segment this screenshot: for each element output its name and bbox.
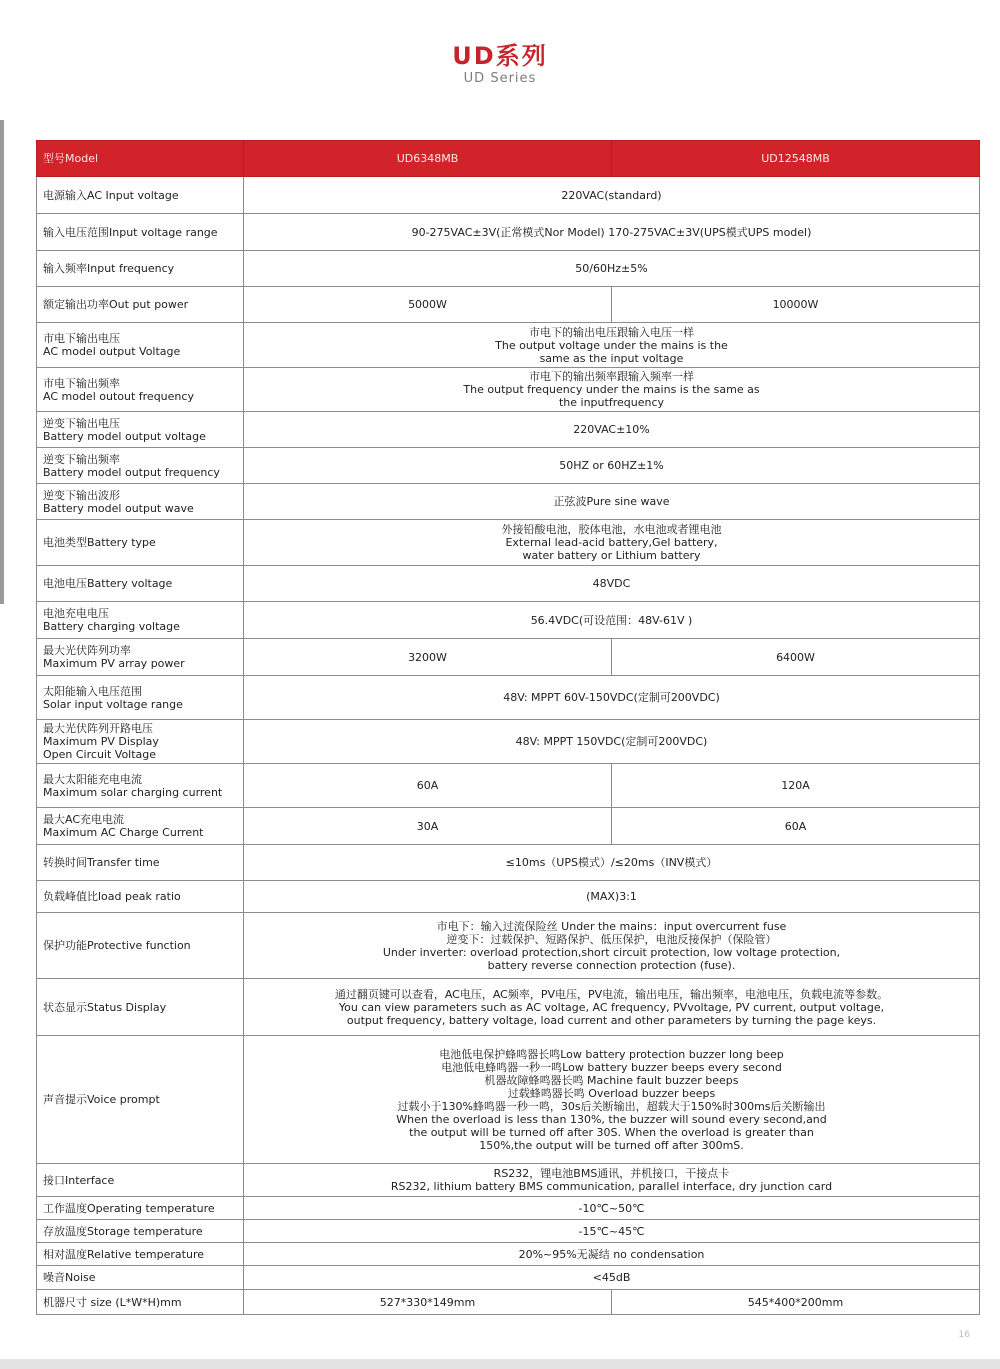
- row-label-line: 噪音Noise: [43, 1271, 96, 1284]
- row-label-line: Solar input voltage range: [43, 697, 183, 711]
- row-value-line: 正弦波Pure sine wave: [553, 495, 670, 508]
- table-row: [37, 1243, 980, 1266]
- table-row: [37, 639, 980, 676]
- row-label-line: 逆变下输出波形: [43, 488, 120, 502]
- table-row: [37, 1220, 980, 1243]
- row-label: [37, 1243, 244, 1266]
- row-value-line: 5000W: [408, 298, 447, 311]
- table-row: [37, 1164, 980, 1197]
- page-title: UD系列: [452, 42, 548, 70]
- row-value: [244, 764, 612, 808]
- table-row: [37, 845, 980, 881]
- row-label-line: 太阳能输入电压范围: [43, 684, 142, 698]
- row-value-line: External lead-acid battery,Gel battery,: [505, 536, 718, 549]
- row-label: [37, 287, 244, 323]
- row-value-line: 50/60Hz±5%: [575, 262, 648, 275]
- row-value-line: 527*330*149mm: [379, 1295, 476, 1309]
- row-label-line: 市电下输出频率: [43, 376, 120, 390]
- row-label: [37, 808, 244, 845]
- row-value: [244, 520, 980, 566]
- row-label: [37, 764, 244, 808]
- row-value-line: 市电下的输出电压跟输入电压一样: [529, 325, 694, 339]
- row-label: [37, 566, 244, 602]
- row-value-line: same as the input voltage: [539, 351, 684, 365]
- row-value-line: 10000W: [772, 298, 819, 311]
- row-value: [612, 639, 980, 676]
- row-label-line: 电池类型Battery type: [43, 536, 156, 549]
- row-label-line: Open Circuit Voltage: [43, 748, 157, 761]
- row-value: [244, 251, 980, 287]
- row-label: [37, 412, 244, 448]
- row-value-line: 3200W: [408, 650, 447, 664]
- row-value-line: 市电下的输出频率跟输入频率一样: [529, 370, 694, 383]
- row-value: [244, 913, 980, 979]
- table-row: [37, 764, 980, 808]
- row-label: [37, 881, 244, 913]
- row-value-line: water battery or Lithium battery: [522, 549, 701, 562]
- row-value-line: the inputfrequency: [558, 396, 664, 409]
- row-label-line: Battery model output voltage: [43, 429, 206, 443]
- table-row: [37, 484, 980, 520]
- row-value-line: 50HZ or 60HZ±1%: [559, 459, 664, 472]
- row-label-line: Maximum PV array power: [43, 657, 185, 670]
- row-label-line: AC model output Voltage: [43, 345, 181, 358]
- row-value-line: 外接铅酸电池，胶体电池，水电池或者锂电池: [501, 523, 722, 536]
- row-label-line: 接口Interface: [43, 1173, 115, 1187]
- row-label-line: 保护功能Protective function: [43, 939, 191, 952]
- bottom-strip: [0, 1359, 1000, 1369]
- row-value: [244, 676, 980, 720]
- table-header-row: [37, 141, 980, 177]
- row-value-line: 20%~95%无凝结 no condensation: [518, 1247, 705, 1261]
- row-label: [37, 177, 244, 214]
- row-value-line: <45dB: [592, 1271, 631, 1284]
- column-header-ud6348mb: UD6348MB: [244, 141, 612, 177]
- row-value-line: 30A: [416, 819, 439, 833]
- row-label-line: 电源输入AC Input voltage: [43, 188, 179, 202]
- page-subtitle: UD Series: [463, 71, 537, 86]
- row-label: [37, 484, 244, 520]
- left-edge-bar: [0, 120, 4, 604]
- table-row: [37, 566, 980, 602]
- row-label-line: 逆变下输出电压: [43, 416, 120, 430]
- row-label: [37, 214, 244, 251]
- row-label-line: 相对温度Relative temperature: [43, 1247, 204, 1261]
- row-value-line: 电池低电蜂鸣器一秒一鸣Low battery buzzer beeps every second: [441, 1060, 782, 1074]
- table-row: [37, 323, 980, 368]
- row-label: [37, 520, 244, 566]
- row-label-line: 负载峰值比load peak ratio: [43, 890, 181, 903]
- row-label-line: Battery model output frequency: [43, 465, 220, 479]
- row-value-line: 48V: MPPT 60V-150VDC(定制可200VDC): [503, 691, 720, 704]
- column-header-ud12548mb: UD12548MB: [612, 141, 980, 177]
- table-row: [37, 913, 980, 979]
- row-label-line: 最大光伏阵列功率: [43, 644, 131, 657]
- row-value: [244, 1220, 980, 1243]
- row-label-line: 状态显示Status Display: [43, 1000, 167, 1014]
- row-value-line: -10℃~50℃: [578, 1201, 645, 1215]
- table-row: [37, 602, 980, 639]
- row-value: [244, 979, 980, 1036]
- row-value: [612, 1290, 980, 1315]
- row-value: [244, 1266, 980, 1290]
- row-value-line: -15℃~45℃: [578, 1224, 645, 1238]
- row-value-line: 通过翻页键可以查看，AC电压，AC频率，PV电压，PV电流，输出电压，输出频率，电池电压，负载电流等参数。: [334, 987, 889, 1001]
- table-row: [37, 287, 980, 323]
- row-value: [612, 287, 980, 323]
- row-value-line: 120A: [781, 779, 810, 792]
- table-row: [37, 979, 980, 1036]
- row-label: [37, 1220, 244, 1243]
- row-label-line: 逆变下输出频率: [43, 452, 120, 466]
- row-label-line: Maximum AC Charge Current: [43, 826, 204, 839]
- row-value-line: 220VAC(standard): [561, 188, 662, 202]
- row-label-line: 输入电压范围Input voltage range: [43, 225, 218, 239]
- spec-table-body: [37, 177, 980, 1315]
- row-value: [244, 881, 980, 913]
- row-label: [37, 1266, 244, 1290]
- row-label: [37, 1036, 244, 1164]
- row-value: [244, 845, 980, 881]
- row-value: [244, 1243, 980, 1266]
- row-value: [244, 1290, 612, 1315]
- row-label-line: 工作温度Operating temperature: [43, 1201, 215, 1215]
- row-label: [37, 913, 244, 979]
- table-row: [37, 177, 980, 214]
- row-value: [244, 177, 980, 214]
- row-value-line: 过载小于130%蜂鸣器一秒一鸣，30s后关断输出，超载大于150%时300ms后关断输出: [397, 1099, 826, 1113]
- column-header-model: 型号Model: [37, 141, 244, 177]
- row-value: [244, 448, 980, 484]
- row-value-line: RS232，锂电池BMS通讯，并机接口，干接点卡: [493, 1167, 730, 1180]
- row-value-line: 逆变下：过载保护、短路保护、低压保护，电池反接保护（保险管）: [446, 932, 777, 946]
- table-row: [37, 520, 980, 566]
- row-value: [612, 764, 980, 808]
- row-label-line: 额定输出功率Out put power: [43, 298, 189, 311]
- row-value-line: 60A: [784, 819, 807, 833]
- row-value: [244, 287, 612, 323]
- row-label-line: 机器尺寸 size (L*W*H)mm: [43, 1295, 182, 1309]
- row-label: [37, 979, 244, 1036]
- table-row: [37, 251, 980, 287]
- row-label: [37, 1164, 244, 1197]
- row-value: [244, 720, 980, 764]
- row-label-line: 输入频率Input frequency: [43, 262, 175, 275]
- row-value: [244, 323, 980, 368]
- row-label-line: 电池充电电压: [43, 607, 109, 620]
- row-label: [37, 251, 244, 287]
- row-label: [37, 1197, 244, 1220]
- row-value-line: (MAX)3:1: [586, 890, 637, 903]
- table-row: [37, 368, 980, 412]
- row-value-line: 56.4VDC(可设范围：48V-61V ): [530, 613, 693, 627]
- row-label: [37, 323, 244, 368]
- row-value: [244, 639, 612, 676]
- row-value-line: When the overload is less than 130%, the buzzer will sound every second,and: [396, 1112, 827, 1126]
- row-value: [244, 1036, 980, 1164]
- row-label-line: 存放温度Storage temperature: [43, 1224, 203, 1238]
- row-label-line: 最大光伏阵列开路电压: [43, 722, 153, 735]
- row-label-line: 转换时间Transfer time: [43, 856, 160, 869]
- table-row: [37, 1197, 980, 1220]
- row-value-line: the output will be turned off after 30S. When the overload is greater than: [409, 1125, 814, 1139]
- row-label-line: 电池电压Battery voltage: [43, 577, 173, 590]
- row-value-line: ≤10ms（UPS模式）/≤20ms（INV模式）: [505, 856, 718, 869]
- row-label-line: AC model outout frequency: [43, 389, 194, 403]
- row-label-line: 声音提示Voice prompt: [43, 1093, 160, 1106]
- row-value: [244, 566, 980, 602]
- row-value-line: 545*400*200mm: [747, 1295, 844, 1309]
- row-label: [37, 676, 244, 720]
- row-value-line: battery reverse connection protection (fuse).: [487, 958, 736, 972]
- row-value-line: 60A: [416, 779, 439, 792]
- table-row: [37, 808, 980, 845]
- row-value-line: Under inverter: overload protection,short circuit protection, low voltage protection,: [382, 945, 841, 959]
- table-row: [37, 720, 980, 764]
- spec-table: [36, 140, 980, 1315]
- row-label: [37, 1290, 244, 1315]
- row-value: [612, 808, 980, 845]
- row-value: [244, 1197, 980, 1220]
- row-value-line: 6400W: [776, 650, 815, 664]
- table-row: [37, 214, 980, 251]
- row-value-line: 市电下：输入过流保险丝 Under the mains：input overcurrent fuse: [436, 919, 787, 933]
- row-value: [244, 368, 980, 412]
- row-label-line: Maximum PV Display: [43, 735, 159, 748]
- row-value-line: 150%,the output will be turned off after 300mS.: [479, 1138, 744, 1152]
- row-value: [244, 602, 980, 639]
- row-label-line: 市电下输出电压: [43, 332, 120, 345]
- row-value-line: The output frequency under the mains is the same as: [463, 383, 760, 396]
- row-value-line: 220VAC±10%: [573, 423, 650, 436]
- row-value: [244, 214, 980, 251]
- row-label: [37, 368, 244, 412]
- row-label: [37, 602, 244, 639]
- row-value: [244, 484, 980, 520]
- row-value-line: You can view parameters such as AC voltage, AC frequency, PVvoltage, PV current, output voltage,: [338, 1000, 885, 1014]
- row-value-line: 机器故障蜂鸣器长鸣 Machine fault buzzer beeps: [484, 1073, 739, 1087]
- row-label: [37, 720, 244, 764]
- row-label: [37, 448, 244, 484]
- row-label-line: Maximum solar charging current: [43, 785, 223, 799]
- table-row: [37, 881, 980, 913]
- row-value-line: 48VDC: [592, 577, 631, 590]
- page-number: 16: [958, 1330, 970, 1340]
- row-label-line: Battery charging voltage: [43, 620, 180, 633]
- table-row: [37, 1290, 980, 1315]
- table-row: [37, 1036, 980, 1164]
- row-label-line: Battery model output wave: [43, 501, 194, 515]
- row-value-line: The output voltage under the mains is the: [495, 338, 728, 352]
- row-value-line: 90-275VAC±3V(正常模式Nor Model) 170-275VAC±3V(UPS模式UPS model): [411, 225, 812, 239]
- row-value-line: 电池低电保护蜂鸣器长鸣Low battery protection buzzer long beep: [439, 1047, 784, 1061]
- row-value: [244, 1164, 980, 1197]
- table-row: [37, 1266, 980, 1290]
- table-row: [37, 676, 980, 720]
- row-value: [244, 412, 980, 448]
- row-label-line: 最大AC充电电流: [43, 813, 125, 826]
- table-row: [37, 448, 980, 484]
- row-value-line: 48V: MPPT 150VDC(定制可200VDC): [515, 735, 708, 748]
- row-value-line: 过载蜂鸣器长鸣 Overload buzzer beeps: [507, 1086, 716, 1100]
- table-row: [37, 412, 980, 448]
- row-value: [244, 808, 612, 845]
- row-label: [37, 845, 244, 881]
- row-label: [37, 639, 244, 676]
- row-value-line: RS232, lithium battery BMS communication, parallel interface, dry junction card: [390, 1180, 833, 1193]
- row-value-line: output frequency, battery voltage, load current and other parameters by turning the page keys.: [346, 1013, 877, 1027]
- row-label-line: 最大太阳能充电电流: [43, 772, 142, 786]
